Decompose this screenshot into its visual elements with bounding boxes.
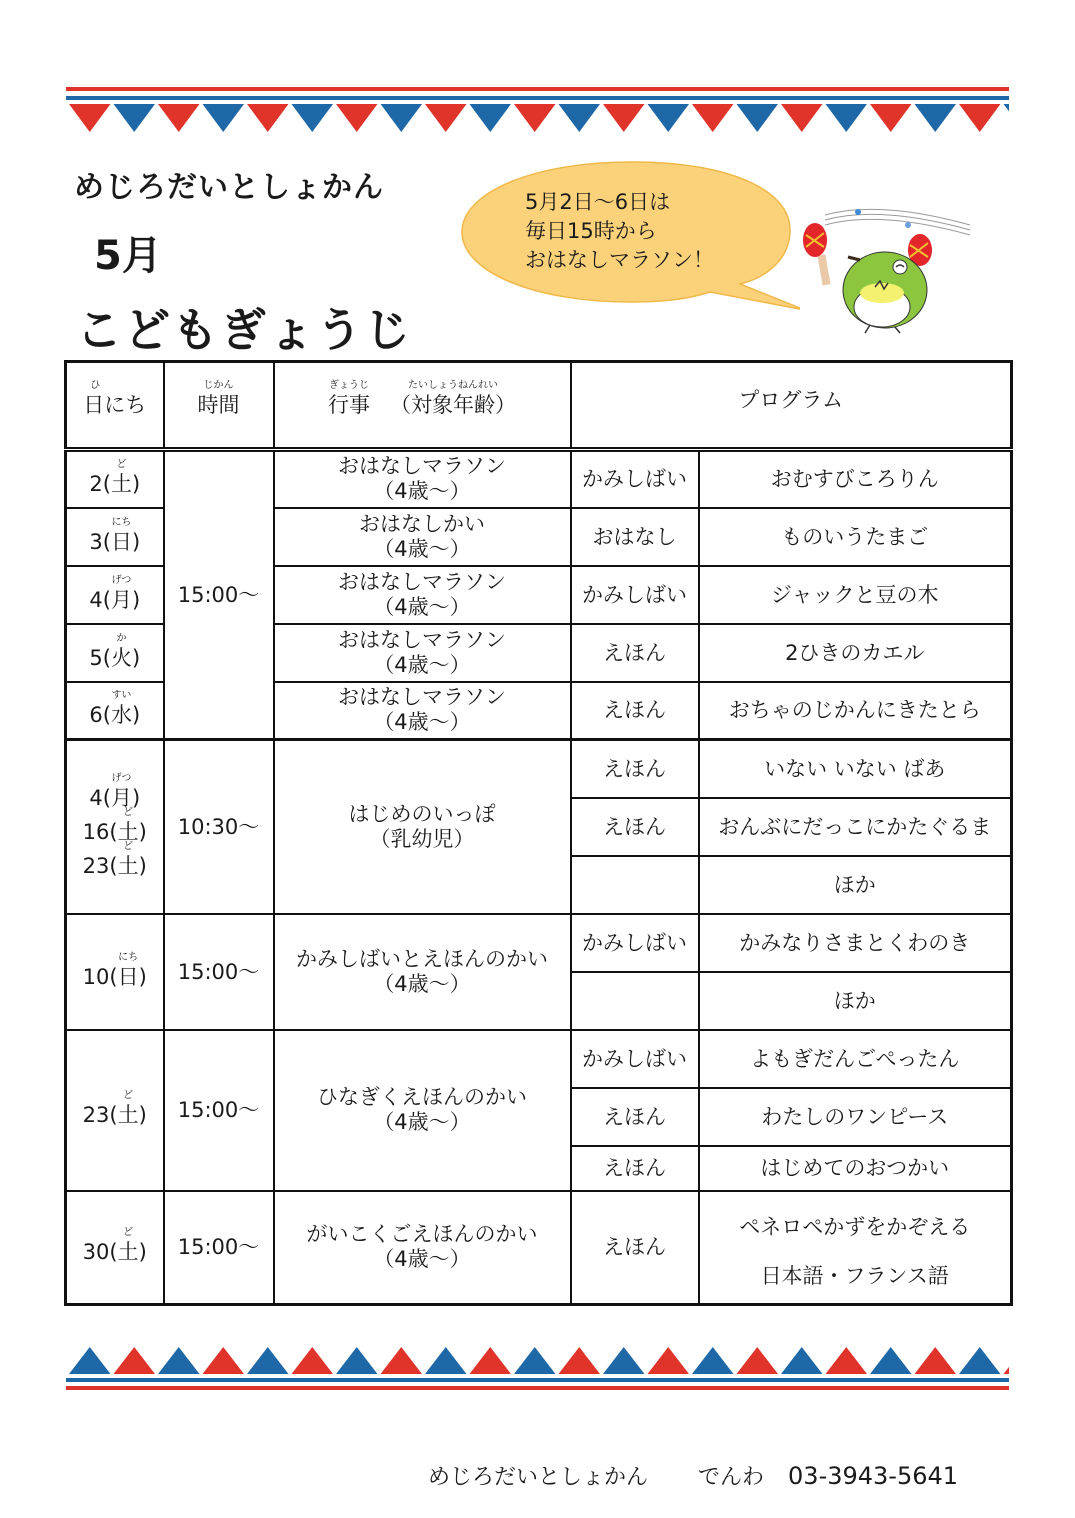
callout-text [525, 188, 714, 275]
program-title-cell: かみなりさまとくわのき [699, 914, 1012, 972]
header-program [571, 362, 1012, 450]
table-row [66, 450, 1012, 508]
bottom-bunting-decoration [66, 1345, 1009, 1395]
date-cell: 4( げつ 月) [66, 566, 164, 624]
callout-line-2: 毎日15時から [525, 219, 657, 243]
program-type-cell: おはなし [571, 508, 699, 566]
time-cell: 10:30〜 [164, 740, 274, 914]
program-type-cell: えほん [571, 1146, 699, 1191]
program-title-cell: はじめてのおつかい [699, 1146, 1012, 1191]
program-title-cell: わたしのワンピース [699, 1088, 1012, 1146]
date-cell: 6( すい 水) [66, 682, 164, 740]
program-title-cell: おんぶにだっこにかたぐるま [699, 798, 1012, 856]
program-type-cell: かみしばい [571, 1030, 699, 1088]
date-cell: 30( ど 土) [66, 1191, 164, 1305]
program-title-cell: おちゃのじかんにきたとら [699, 682, 1012, 740]
furigana: じかん [203, 380, 234, 391]
time-cell: 15:00〜 [164, 1191, 274, 1305]
footer-phone-number: 03-3943-5641 [788, 1462, 959, 1490]
date-cell: 2( ど 土) [66, 450, 164, 508]
program-title-cell: いない いない ばあ [699, 740, 1012, 798]
date-cell: 23( ど 土) [66, 1030, 164, 1191]
footer-phone-label: でんわ [698, 1465, 765, 1490]
event-cell: ひなぎくえほんのかい （4歳〜） [274, 1030, 571, 1191]
callout-line-1: 5月2日〜6日は [525, 190, 671, 214]
program-title-cell: 2ひきのカエル [699, 624, 1012, 682]
program-title-cell: よもぎだんごぺったん [699, 1030, 1012, 1088]
program-type-cell [571, 856, 699, 914]
program-title-cell: おむすびころりん [699, 450, 1012, 508]
event-cell: がいこくごえほんのかい （4歳〜） [274, 1191, 571, 1305]
table-row [66, 740, 1012, 798]
furigana: ひ [90, 380, 101, 391]
date-cell: 3( にち 日) [66, 508, 164, 566]
mascot-bird-icon [800, 195, 980, 335]
furigana: たいしょうねんれい [408, 380, 499, 391]
header-time-label: 時間 [197, 393, 240, 417]
header-target-age-label: （対象年齢） [390, 393, 517, 417]
program-type-cell: えほん [571, 1088, 699, 1146]
program-type-cell: えほん [571, 1191, 699, 1305]
event-cell: おはなしマラソン （4歳〜） [274, 566, 571, 624]
program-type-cell [571, 972, 699, 1030]
date-cell: 10( にち 日) [66, 914, 164, 1030]
program-title: ペネロペかずをかぞえる [739, 1215, 971, 1240]
program-language-note: 日本語・フランス語 [760, 1264, 949, 1289]
header-date-label: 日にち [83, 393, 147, 417]
event-cell: かみしばいとえほんのかい （4歳〜） [274, 914, 571, 1030]
program-title-cell [699, 1191, 1012, 1305]
program-type-cell: えほん [571, 624, 699, 682]
table-row [66, 914, 1012, 972]
footer-library-name: めじろだいとしょかん [428, 1465, 649, 1490]
footer-contact [428, 1460, 958, 1491]
program-type-cell: えほん [571, 740, 699, 798]
event-title: こどもぎょうじ [76, 303, 412, 357]
event-cell: おはなしかい （4歳〜） [274, 508, 571, 566]
date-cell: 4( げつ 月) 16( ど 土) 23( ど 土) [66, 740, 164, 914]
program-title-cell: ほか [699, 856, 1012, 914]
header-date [66, 362, 164, 450]
time-cell: 15:00〜 [164, 1030, 274, 1191]
program-type-cell: えほん [571, 798, 699, 856]
event-cell: はじめのいっぽ （乳幼児） [274, 740, 571, 914]
time-cell: 15:00〜 [164, 914, 274, 1030]
program-type-cell: かみしばい [571, 450, 699, 508]
library-name-title: めじろだいとしょかん [74, 170, 384, 205]
table-row [66, 1191, 1012, 1305]
time-cell: 15:00〜 [164, 450, 274, 740]
program-title-cell: ジャックと豆の木 [699, 566, 1012, 624]
header-event-label: 行事 [327, 393, 370, 417]
program-type-cell: かみしばい [571, 566, 699, 624]
event-cell: おはなしマラソン （4歳〜） [274, 624, 571, 682]
top-bunting-decoration [66, 86, 1009, 136]
program-type-cell: かみしばい [571, 914, 699, 972]
table-row [66, 1030, 1012, 1088]
event-cell: おはなしマラソン （4歳〜） [274, 682, 571, 740]
program-title-cell: ものいうたまご [699, 508, 1012, 566]
callout-line-3: おはなしマラソン！ [525, 248, 714, 272]
program-title-cell: ほか [699, 972, 1012, 1030]
date-cell: 5( か 火) [66, 624, 164, 682]
header-event [274, 362, 571, 450]
month-title: 5月 [94, 233, 162, 279]
header-program-label: プログラム [738, 388, 844, 412]
program-type-cell: えほん [571, 682, 699, 740]
event-cell: おはなしマラソン （4歳〜） [274, 450, 571, 508]
table-header-row [66, 362, 1012, 450]
header-time [164, 362, 274, 450]
schedule-table [64, 360, 1013, 1306]
furigana: ぎょうじ [328, 380, 369, 391]
